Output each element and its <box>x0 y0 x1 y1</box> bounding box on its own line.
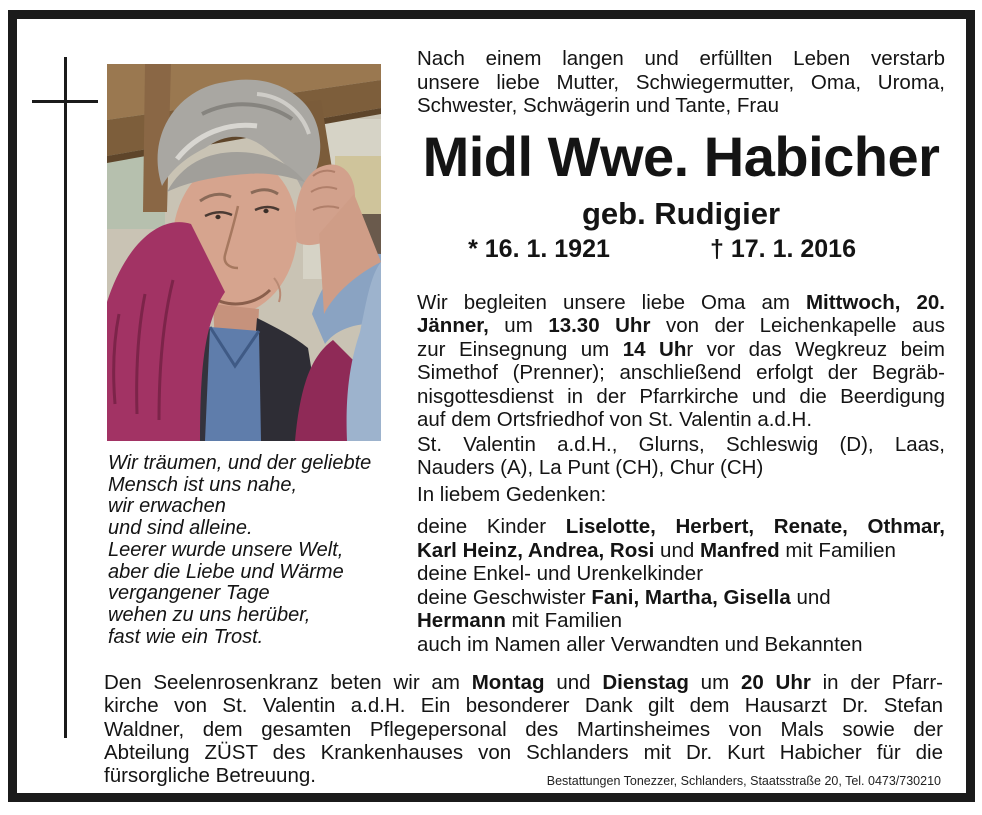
text-line: wehen zu uns herüber, <box>108 603 311 626</box>
maiden-name: geb. Rudigier <box>581 195 781 231</box>
mourners-list <box>417 515 945 656</box>
intro-paragraph <box>417 47 945 118</box>
text-line: Nauders (A), La Punt (CH), Chur (CH) <box>417 456 764 479</box>
text-line: Wir begleiten unsere liebe Oma am Mittwoch, 20. <box>417 290 945 314</box>
text-line: kirche von St. Valentin a.d.H. Ein besonderer Dank gilt dem Hausarzt Dr. Stefan <box>104 694 943 718</box>
text-line: unsere liebe Mutter, Schwiegermutter, Oma, Uroma, <box>417 70 945 94</box>
life-dates <box>417 235 945 263</box>
text-line: fürsorgliche Betreuung. <box>104 764 316 788</box>
text-line: fast wie ein Trost. <box>108 625 264 648</box>
text-line: Hermann mit Familien <box>417 609 623 632</box>
birth-date: * 16. 1. 1921 <box>468 234 610 263</box>
text-line: Abteilung ZÜST des Krankenhauses von Schlanders mit Dr. Kurt Habicher für die <box>104 740 943 764</box>
text-line: St. Valentin a.d.H., Glurns, Schleswig (D), Laas, <box>417 432 945 456</box>
text-line: Waldner, dem gesamten Pflegepersonal des Martinsheimes von Mals sowie der <box>104 717 943 741</box>
latin-cross-icon <box>64 57 67 738</box>
portrait-photo-illustration <box>107 64 381 441</box>
notice-column <box>417 0 945 656</box>
funeral-details-paragraph <box>417 291 945 432</box>
text-line: zur Einsegnung um 14 Uhr vor das Wegkreuz beim <box>417 337 946 361</box>
latin-cross-icon-bar <box>32 100 98 103</box>
text-line: auch im Namen aller Verwandten und Bekannten <box>417 632 863 656</box>
rosary-paragraph <box>104 671 943 787</box>
places-list <box>417 433 945 480</box>
text-line: Wir träumen, und der geliebte <box>108 452 372 474</box>
text-line: Simethof (Prenner); anschließend erfolgt der Begräb- <box>417 361 945 384</box>
text-line: Karl Heinz, Andrea, Rosi und Manfred mit Familien <box>417 538 896 562</box>
text-line: vergangener Tage <box>108 582 270 605</box>
text-line: und sind alleine. <box>108 517 253 540</box>
text-line: deine Kinder Liselotte, Herbert, Renate, Othmar, <box>417 515 945 538</box>
text-line: Schwester, Schwägerin und Tante, Frau <box>417 94 779 117</box>
text-line: Den Seelenrosenkranz beten wir am Montag und Dienstag um 20 Uhr in der Pfarr- <box>104 671 943 694</box>
text-line: nisgottesdienst in der Pfarrkirche und die Beerdigung <box>417 384 945 408</box>
text-line: Nach einem langen und erfüllten Leben verstarb <box>417 47 945 70</box>
memorial-poem <box>108 453 408 648</box>
funeral-home-credit: Bestattungen Tonezzer, Schlanders, Staatsstraße 20, Tel. 0473/730210 <box>546 774 941 788</box>
text-line: Mensch ist uns nahe, <box>108 473 297 496</box>
gedenken-heading: In liebem Gedenken: <box>417 482 607 506</box>
death-date: † 17. 1. 2016 <box>710 234 856 263</box>
portrait-photo <box>107 64 381 441</box>
text-line: aber die Liebe und Wärme <box>108 560 344 583</box>
text-line: wir erwachen <box>108 495 226 518</box>
text-line: Jänner, um 13.30 Uhr von der Leichenkapelle aus <box>417 314 945 337</box>
text-line: deine Geschwister Fani, Martha, Gisella und <box>417 585 831 609</box>
shirt <box>205 327 261 441</box>
text-line: auf dem Ortsfriedhof von St. Valentin a.d.H. <box>417 408 813 431</box>
text-line: Leerer wurde unsere Welt, <box>108 538 344 561</box>
deceased-name: Midl Wwe. Habicher <box>422 124 940 188</box>
text-line: deine Enkel- und Urenkelkinder <box>417 562 704 585</box>
